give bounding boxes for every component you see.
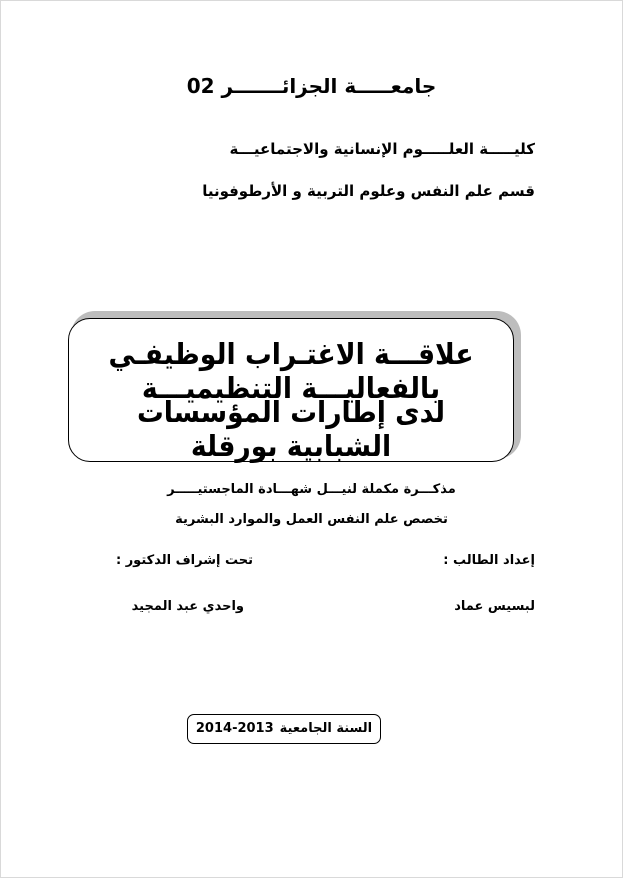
academic-year-value: 2014-2013 (195, 721, 274, 736)
university-name: جامعـــــة الجزائـــــــر 02 (186, 74, 437, 98)
prepared-by-label: إعداد الطالب : (443, 553, 535, 568)
supervisor-name: واحدي عبد المجيد (131, 599, 244, 614)
thesis-specialty: تخصص علم النفس العمل والموارد البشرية (175, 512, 448, 527)
academic-year-label: السنة الجامعية (279, 721, 373, 736)
thesis-title-box (68, 318, 514, 462)
academic-year-box (187, 714, 381, 744)
student-name: لبسيس عماد (454, 599, 535, 614)
department-name: قسم علم النفس وعلوم التربية و الأرطوفونيا (202, 182, 535, 200)
faculty-name: كليـــــة العلـــــوم الإنسانية والاجتماعيـــة (229, 140, 535, 158)
thesis-title-line-1: علاقـــة الاغتـراب الوظيفـي بالفعاليـــة التنظيميـــة (108, 337, 474, 405)
thesis-title-line-2: لدى إطارات المؤسسات الشبابية بورقلة (136, 395, 446, 463)
supervised-by-label: تحت إشراف الدكتور : (115, 553, 253, 568)
thesis-type: مذكـــرة مكملة لنيـــل شهـــادة الماجستيـــــر (167, 482, 456, 497)
